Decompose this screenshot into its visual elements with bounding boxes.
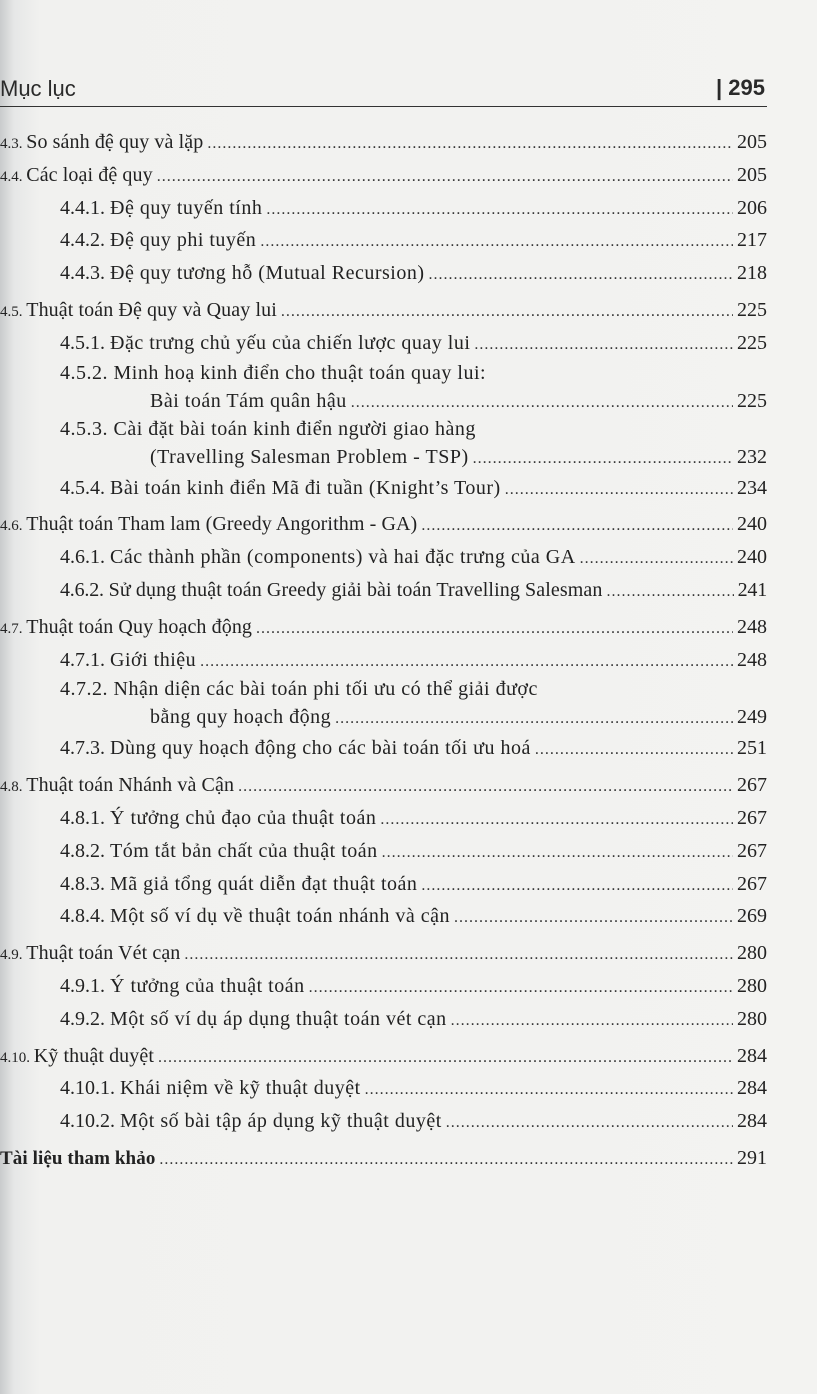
toc-entry[interactable]: [0, 327, 767, 360]
toc-page: 267: [737, 774, 767, 797]
toc-title: Các loại đệ quy: [26, 163, 153, 186]
table-of-contents: [0, 126, 767, 1175]
toc-page: 280: [737, 974, 767, 997]
toc-number: 4.10.: [0, 1049, 34, 1066]
toc-entry[interactable]: [0, 802, 767, 835]
toc-number: 4.3.: [0, 136, 27, 152]
toc-page: 269: [737, 905, 767, 928]
toc-entry[interactable]: [0, 835, 767, 868]
toc-title: Đặc trưng chủ yếu của chiến lược quay lui: [110, 331, 471, 354]
toc-title: Tài liệu tham khảo: [0, 1147, 156, 1169]
running-header-title: Mục lục: [0, 76, 76, 101]
toc-title-line1: [0, 676, 767, 702]
toc-page: 284: [737, 1110, 767, 1133]
leader-dots: [473, 444, 733, 474]
toc-entry[interactable]: [0, 541, 767, 574]
toc-title: Thuật toán Nhánh và Cận: [26, 774, 235, 797]
toc-number: 4.5.2.: [60, 361, 114, 384]
leader-dots: [158, 1042, 733, 1075]
toc-title-line1: [0, 416, 767, 442]
toc-number: 4.9.2.: [60, 1007, 110, 1030]
toc-title: Thuật toán Đệ quy và Quay lui: [26, 298, 277, 321]
leader-dots: [454, 902, 733, 935]
toc-entry-references[interactable]: [0, 1142, 767, 1175]
toc-entry[interactable]: [0, 732, 767, 765]
toc-title: Mã giả tổng quát diễn đạt thuật toán: [110, 872, 418, 895]
toc-entry[interactable]: [0, 416, 767, 472]
toc-number: 4.7.1.: [60, 648, 110, 671]
toc-title-first: Nhận diện các bài toán phi tối ưu có thể giải được: [113, 678, 538, 701]
toc-page: 251: [737, 737, 767, 760]
toc-title: Dùng quy hoạch động cho các bài toán tối ưu hoá: [110, 737, 531, 760]
toc-title: So sánh đệ quy và lặp: [26, 131, 204, 153]
toc-title: Thuật toán Vét cạn: [26, 942, 181, 965]
toc-page: 205: [737, 163, 767, 186]
leader-dots: [607, 576, 734, 609]
toc-title: Kỹ thuật duyệt: [33, 1044, 155, 1067]
toc-entry[interactable]: [0, 769, 767, 802]
leader-dots: [157, 161, 733, 194]
leader-dots: [200, 646, 733, 679]
toc-number: 4.5.1.: [60, 331, 110, 354]
toc-number: 4.5.3.: [60, 417, 114, 440]
leader-dots: [428, 259, 733, 292]
toc-entry[interactable]: [0, 868, 767, 901]
toc-number: 4.8.2.: [60, 839, 110, 862]
toc-number: 4.6.1.: [60, 546, 110, 569]
toc-number: 4.9.: [0, 947, 27, 964]
page-header: [0, 72, 767, 107]
toc-number: 4.4.3.: [60, 262, 110, 285]
leader-dots: [281, 296, 733, 329]
leader-dots: [380, 804, 733, 837]
toc-title: Thuật toán Quy hoạch động: [26, 615, 253, 638]
leader-dots: [351, 388, 733, 418]
toc-number: 4.8.: [0, 779, 27, 796]
toc-page: 291: [737, 1146, 767, 1169]
toc-title: Đệ quy tuyến tính: [110, 196, 263, 219]
toc-number: 4.7.2.: [60, 678, 114, 701]
toc-page: 280: [737, 942, 767, 965]
toc-entry[interactable]: [0, 937, 767, 970]
toc-number: 4.9.1.: [60, 974, 110, 997]
toc-entry[interactable]: [0, 126, 767, 159]
leader-dots: [260, 226, 733, 259]
toc-page: 267: [737, 839, 767, 862]
leader-dots: [335, 704, 733, 734]
leader-dots: [421, 510, 733, 543]
toc-page: 225: [737, 389, 767, 412]
toc-title-line1: [0, 360, 767, 386]
toc-title: Đệ quy phi tuyến: [110, 229, 257, 252]
leader-dots: [474, 329, 733, 362]
toc-title-first: Minh hoạ kinh điển cho thuật toán quay lui:: [113, 361, 487, 384]
toc-page: 280: [737, 1007, 767, 1030]
toc-entry[interactable]: [0, 644, 767, 677]
toc-page: 232: [737, 445, 767, 468]
toc-title: bằng quy hoạch động: [150, 706, 332, 729]
toc-page: 240: [737, 546, 767, 569]
toc-number: 4.7.3.: [60, 737, 110, 760]
toc-title-first: Cài đặt bài toán kinh điển người giao hàng: [113, 417, 476, 440]
toc-number: 4.5.4.: [60, 476, 110, 499]
page-number: | 295: [716, 75, 765, 100]
leader-dots: [159, 1144, 733, 1177]
toc-page: 206: [737, 196, 767, 219]
toc-entry[interactable]: [0, 224, 767, 257]
leader-dots: [238, 771, 733, 804]
toc-title: Một số ví dụ áp dụng thuật toán vét cạn: [110, 1007, 447, 1030]
toc-entry[interactable]: [0, 574, 767, 607]
toc-entry[interactable]: [0, 1105, 767, 1138]
toc-page: 248: [737, 615, 767, 638]
toc-title: (Travelling Salesman Problem - TSP): [150, 445, 469, 468]
toc-number: 4.10.1.: [60, 1077, 120, 1100]
toc-page: 267: [737, 806, 767, 829]
leader-dots: [446, 1107, 733, 1140]
toc-title: Một số bài tập áp dụng kỹ thuật duyệt: [120, 1110, 442, 1133]
toc-page: 225: [737, 298, 767, 321]
toc-number: 4.10.2.: [60, 1110, 120, 1133]
toc-title: Một số ví dụ về thuật toán nhánh và cận: [110, 905, 450, 928]
toc-entry[interactable]: [0, 192, 767, 225]
toc-number: 4.8.3.: [60, 872, 110, 895]
leader-dots: [309, 972, 733, 1005]
toc-title: Ý tưởng của thuật toán: [110, 974, 305, 997]
leader-dots: [266, 194, 733, 227]
toc-number: 4.6.2.: [60, 578, 109, 601]
leader-dots: [421, 870, 733, 903]
toc-page: 241: [737, 578, 767, 601]
leader-dots: [365, 1074, 733, 1107]
toc-entry[interactable]: [0, 970, 767, 1003]
toc-entry[interactable]: [0, 1003, 767, 1036]
toc-page: 217: [737, 229, 767, 252]
leader-dots: [382, 837, 733, 870]
toc-page: 225: [737, 331, 767, 354]
toc-number: 4.4.1.: [60, 196, 110, 219]
toc-page: 234: [737, 476, 767, 499]
toc-entry[interactable]: [0, 676, 767, 732]
toc-page: 267: [737, 872, 767, 895]
toc-entry[interactable]: [0, 508, 767, 541]
toc-number: 4.6.: [0, 518, 27, 535]
toc-entry[interactable]: [0, 472, 767, 505]
toc-title: Đệ quy tương hỗ (Mutual Recursion): [110, 262, 425, 285]
leader-dots: [535, 734, 733, 767]
toc-number: 4.7.: [0, 620, 27, 637]
toc-entry[interactable]: [0, 1040, 767, 1073]
leader-dots: [505, 474, 733, 507]
toc-title: Thuật toán Tham lam (Greedy Angorithm - GA): [26, 513, 418, 536]
toc-number: 4.8.4.: [60, 905, 110, 928]
toc-number: 4.4.: [0, 168, 27, 185]
leader-dots: [256, 613, 733, 646]
toc-entry[interactable]: [0, 257, 767, 290]
toc-page: 284: [737, 1077, 767, 1100]
leader-dots: [580, 543, 733, 576]
toc-title: Bài toán Tám quân hậu: [150, 389, 347, 412]
toc-title: Tóm tắt bản chất của thuật toán: [110, 839, 378, 862]
toc-entry[interactable]: [0, 360, 767, 416]
toc-title: Ý tưởng chủ đạo của thuật toán: [110, 806, 377, 829]
toc-page: 240: [737, 513, 767, 536]
leader-dots: [184, 939, 733, 972]
toc-page: 284: [737, 1044, 767, 1067]
toc-number: 4.4.2.: [60, 229, 110, 252]
toc-entry[interactable]: [0, 611, 767, 644]
leader-dots: [451, 1005, 733, 1038]
toc-page: 205: [737, 131, 767, 153]
toc-title: Các thành phần (components) và hai đặc trưng của GA: [110, 546, 576, 569]
toc-entry[interactable]: [0, 1072, 767, 1105]
toc-number: 4.8.1.: [60, 806, 110, 829]
toc-entry[interactable]: [0, 900, 767, 933]
toc-title: Khái niệm về kỹ thuật duyệt: [120, 1077, 361, 1100]
toc-title: Giới thiệu: [110, 648, 197, 671]
toc-title: Bài toán kinh điển Mã đi tuần (Knight’s Tour): [110, 476, 501, 499]
toc-number: 4.5.: [0, 303, 27, 320]
toc-page: 218: [737, 262, 767, 285]
toc-entry[interactable]: [0, 159, 767, 192]
toc-page: 248: [737, 648, 767, 671]
leader-dots: [207, 128, 733, 161]
toc-page: 249: [737, 706, 767, 729]
toc-title: Sử dụng thuật toán Greedy giải bài toán Travelling Salesman: [108, 578, 603, 601]
toc-entry[interactable]: [0, 294, 767, 327]
